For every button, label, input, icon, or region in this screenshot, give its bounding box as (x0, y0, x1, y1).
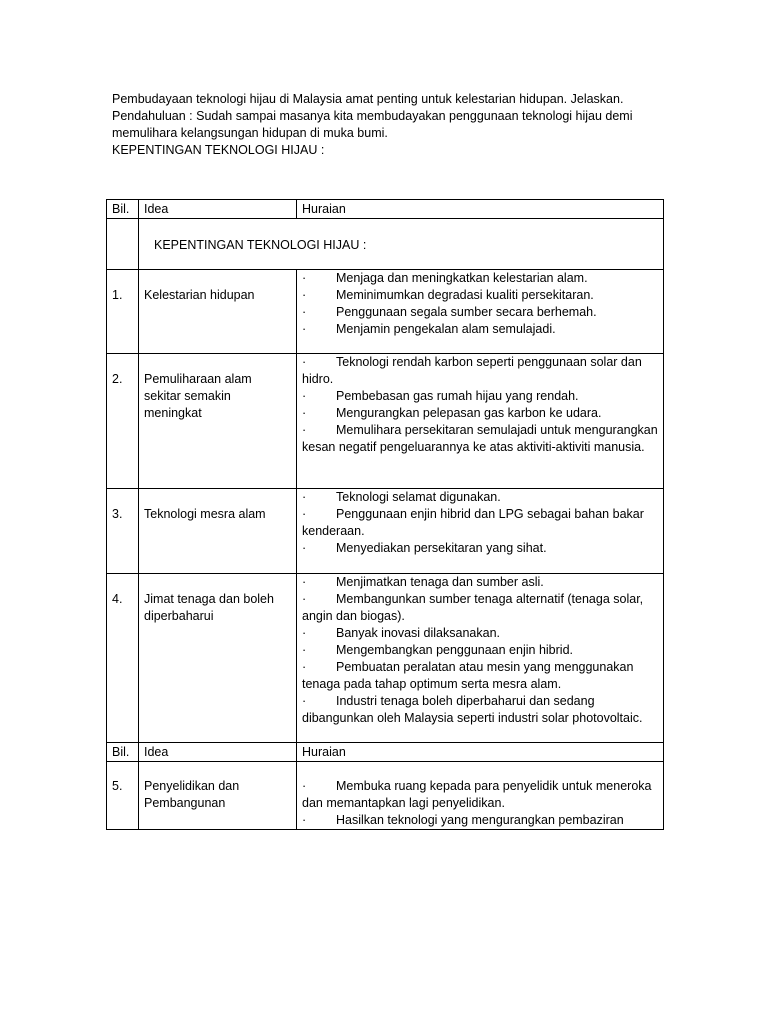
row-idea: Kelestarian hidupan (144, 288, 255, 302)
list-item: · Menjaga dan meningkatkan kelestarian alam. (302, 271, 588, 285)
row-points (302, 354, 658, 456)
list-item: · Mengurangkan pelepasan gas karbon ke udara. (302, 406, 602, 420)
bullet-icon: · (302, 355, 307, 369)
row-points (302, 762, 658, 829)
list-item: · Penggunaan enjin hibrid dan LPG sebagai bahan bakar kenderaan. (302, 507, 644, 538)
list-item: · Meminimumkan degradasi kualiti persekitaran. (302, 288, 594, 302)
intro-section (112, 91, 672, 159)
list-item: · Teknologi rendah karbon seperti penggunaan solar dan hidro. (302, 355, 642, 386)
bullet-icon: · (302, 423, 307, 437)
list-item: · Memulihara persekitaran semulajadi untuk mengurangkan kesan negatif pengeluarannya ke atas aktiviti-aktiviti manusia. (302, 423, 658, 454)
row-idea: Teknologi mesra alam (144, 507, 266, 521)
list-item: · Mengembangkan penggunaan enjin hibrid. (302, 643, 573, 657)
intro-line-2: memulihara kelangsungan hidupan di muka bumi. (112, 126, 388, 140)
question-text: Pembudayaan teknologi hijau di Malaysia amat penting untuk kelestarian hidupan. Jelaskan. (112, 92, 624, 106)
list-item: · Industri tenaga boleh diperbaharui dan sedang dibangunkan oleh Malaysia seperti industri solar photovoltaic. (302, 694, 643, 725)
header-idea: Idea (139, 743, 297, 762)
list-item: · Teknologi selamat digunakan. (302, 490, 501, 504)
row-idea: Jimat tenaga dan boleh diperbaharui (144, 592, 274, 623)
list-item: · Pembebasan gas rumah hijau yang rendah. (302, 389, 579, 403)
list-item: · Menjimatkan tenaga dan sumber asli. (302, 575, 544, 589)
header-huraian: Huraian (297, 743, 664, 762)
table-subheading: KEPENTINGAN TEKNOLOGI HIJAU : (154, 238, 367, 252)
bullet-icon: · (302, 490, 307, 504)
row-number: 1. (112, 288, 123, 302)
bullet-icon: · (302, 288, 307, 302)
bullet-icon: · (302, 592, 307, 606)
header-bil: Bil. (107, 200, 139, 219)
list-item: · Penggunaan segala sumber secara berhemah. (302, 305, 597, 319)
list-item: · Hasilkan teknologi yang mengurangkan pembaziran (302, 813, 624, 827)
row-points (302, 489, 658, 557)
bullet-icon: · (302, 779, 307, 793)
row-number: 4. (112, 592, 123, 606)
row-points (302, 270, 658, 338)
table-row (107, 270, 664, 354)
header-idea: Idea (139, 200, 297, 219)
table-row (107, 762, 664, 830)
bullet-icon: · (302, 406, 307, 420)
bullet-icon: · (302, 813, 307, 827)
bullet-icon: · (302, 305, 307, 319)
bullet-icon: · (302, 507, 307, 521)
row-number: 5. (112, 779, 123, 793)
bullet-icon: · (302, 271, 307, 285)
list-item: · Menjamin pengekalan alam semulajadi. (302, 322, 556, 336)
list-item: · Banyak inovasi dilaksanakan. (302, 626, 500, 640)
list-item: · Membuka ruang kepada para penyelidik untuk meneroka dan memantapkan lagi penyelidikan. (302, 779, 652, 810)
header-huraian: Huraian (297, 200, 664, 219)
bullet-icon: · (302, 541, 307, 555)
table-subheading-row (107, 219, 664, 270)
table-row (107, 354, 664, 489)
row-points (302, 574, 658, 727)
list-item: · Menyediakan persekitaran yang sihat. (302, 541, 547, 555)
list-item: · Pembuatan peralatan atau mesin yang menggunakan tenaga pada tahap optimum serta mesra alam. (302, 660, 634, 691)
row-number: 2. (112, 372, 123, 386)
table-header-row (107, 200, 664, 219)
row-idea: Penyelidikan dan Pembangunan (144, 779, 240, 810)
intro-line-1: Pendahuluan : Sudah sampai masanya kita membudayakan penggunaan teknologi hijau demi (112, 109, 633, 123)
bullet-icon: · (302, 694, 307, 708)
importance-table (106, 199, 664, 830)
section-heading: KEPENTINGAN TEKNOLOGI HIJAU : (112, 143, 325, 157)
bullet-icon: · (302, 575, 307, 589)
table-row (107, 574, 664, 743)
bullet-icon: · (302, 643, 307, 657)
list-item: · Membangunkan sumber tenaga alternatif (tenaga solar, angin dan biogas). (302, 592, 644, 623)
table-row (107, 489, 664, 574)
bullet-icon: · (302, 389, 307, 403)
row-idea: Pemuliharaan alam sekitar semakin meningkat (144, 372, 252, 420)
bullet-icon: · (302, 660, 307, 674)
header-bil: Bil. (107, 743, 139, 762)
bullet-icon: · (302, 322, 307, 336)
bullet-icon: · (302, 626, 307, 640)
row-number: 3. (112, 507, 123, 521)
table-header-row-repeat (107, 743, 664, 762)
